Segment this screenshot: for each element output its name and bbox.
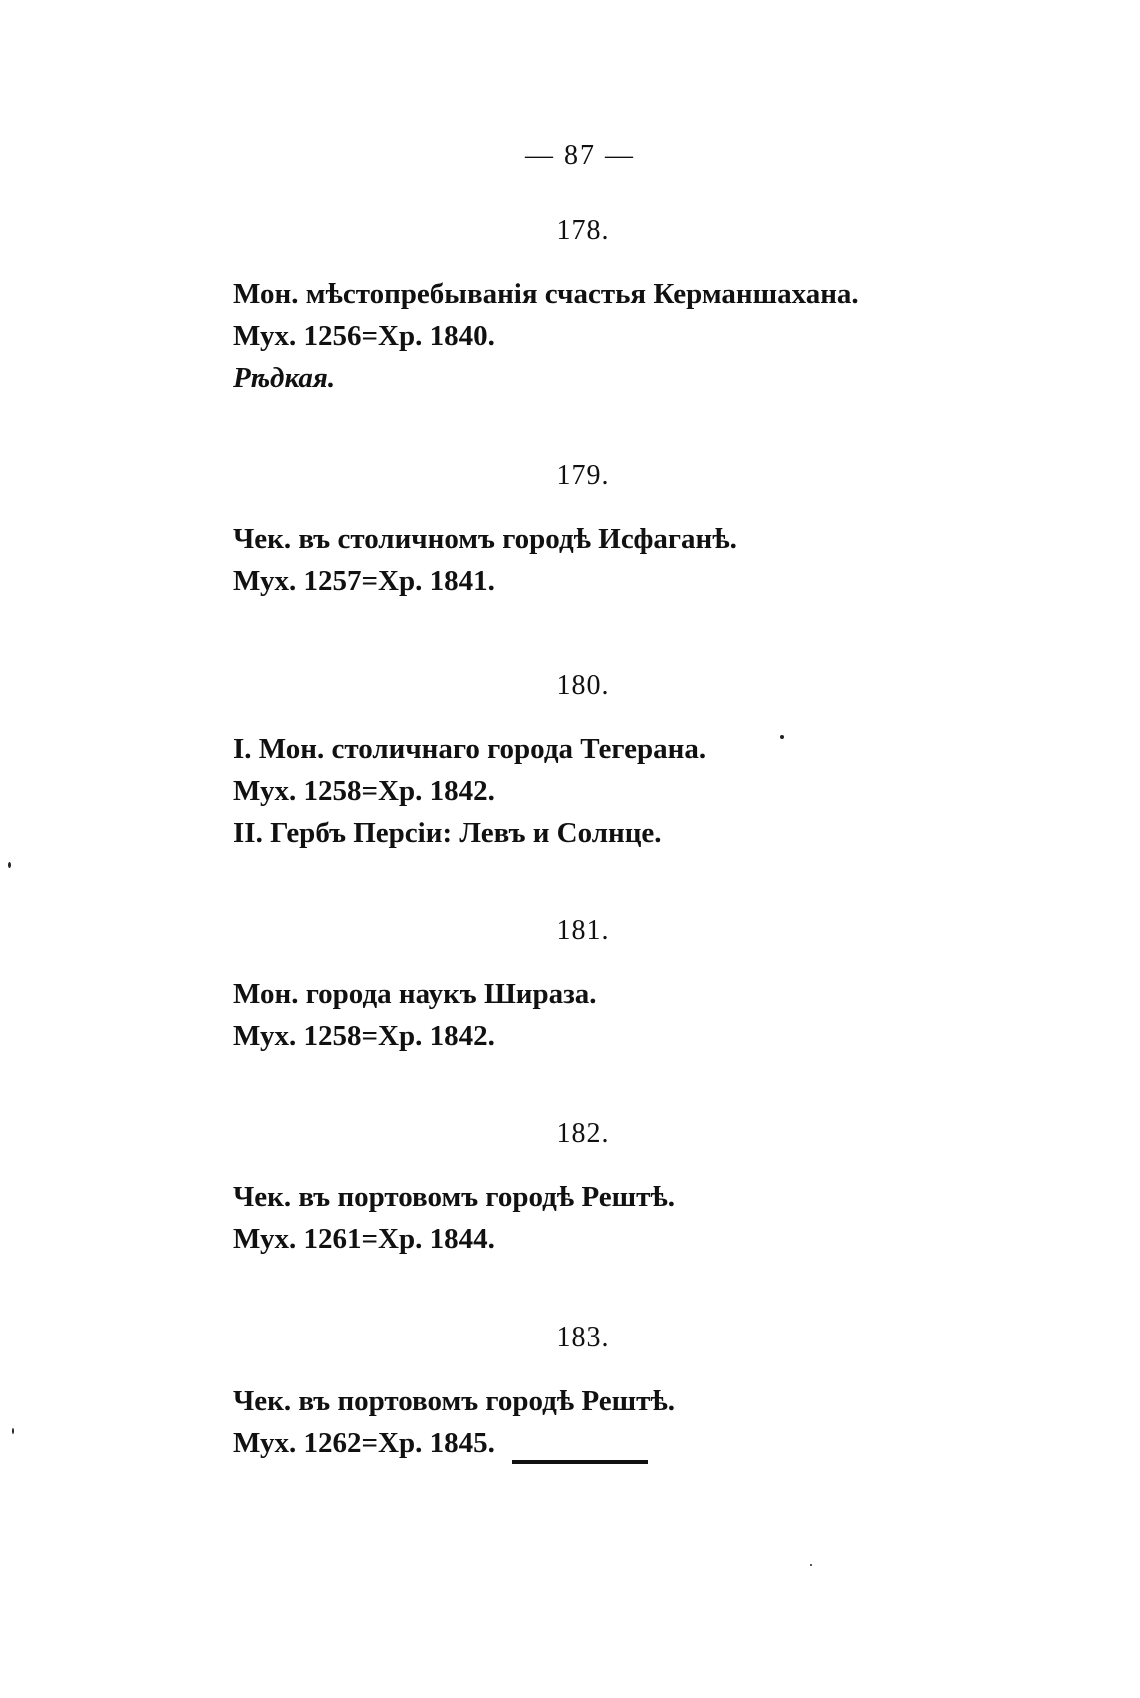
entry-description-secondary: II. Гербъ Персіи: Левъ и Солнце. <box>233 817 662 849</box>
catalog-entry <box>233 215 953 399</box>
catalog-entry <box>233 670 953 854</box>
page-number: — 87 — <box>525 140 635 171</box>
entry-note: Рѣдкая. <box>233 362 336 394</box>
entry-number: 181. <box>556 915 610 946</box>
entry-number: 183. <box>556 1322 610 1353</box>
entry-description: Мон. города наукъ Шираза. <box>233 978 597 1010</box>
entry-description: Мон. мѣстопребыванія счастья Керманшахана. <box>233 278 859 310</box>
entry-date: Мух. 1256=Хр. 1840. <box>233 320 495 352</box>
entry-date: Мух. 1258=Хр. 1842. <box>233 775 495 807</box>
entry-description: Чек. въ портовомъ городѣ Рештѣ. <box>233 1385 676 1417</box>
print-speck <box>12 1428 14 1434</box>
entry-date: Мух. 1258=Хр. 1842. <box>233 1020 495 1052</box>
entry-description: Чек. въ столичномъ городѣ Исфаганѣ. <box>233 523 737 555</box>
catalog-entry <box>233 1118 953 1260</box>
entry-date: Мух. 1257=Хр. 1841. <box>233 565 495 597</box>
entry-date: Мух. 1262=Хр. 1845. <box>233 1427 495 1459</box>
catalog-entry <box>233 460 953 602</box>
print-speck <box>8 862 11 868</box>
entry-number: 180. <box>556 670 610 701</box>
entry-number: 178. <box>556 215 610 246</box>
catalog-entry <box>233 1322 953 1464</box>
entry-description: Чек. въ портовомъ городѣ Рештѣ. <box>233 1181 676 1213</box>
entry-description: I. Мон. столичнаго города Тегерана. <box>233 733 707 765</box>
entry-number: 182. <box>556 1118 610 1149</box>
catalog-entry <box>233 915 953 1057</box>
entry-number: 179. <box>556 460 610 491</box>
print-speck <box>780 735 784 739</box>
closing-rule <box>512 1460 648 1464</box>
print-speck <box>810 1564 812 1566</box>
entry-date: Мух. 1261=Хр. 1844. <box>233 1223 495 1255</box>
